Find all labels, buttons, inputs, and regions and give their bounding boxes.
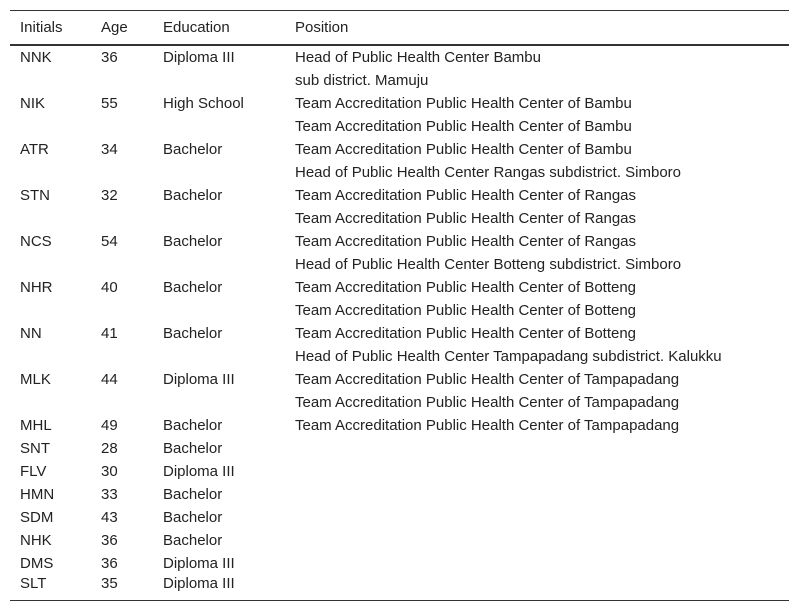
education-cell [153,69,285,92]
position-cell: Team Accreditation Public Health Center of Tampapadang [295,417,680,434]
header-education: Education [163,19,230,36]
initials-cell [10,161,91,184]
table-row [10,184,789,207]
initials-cell [10,391,91,414]
table-row [10,368,789,391]
position-cell: Team Accreditation Public Health Center of Rangas [295,187,637,204]
age-cell: 36 [101,49,118,66]
header-age: Age [101,19,128,36]
age-cell: 43 [101,509,118,526]
position-cell [285,437,789,460]
position-cell: Head of Public Health Center Botteng subdistrict. Simboro [295,256,682,273]
initials-cell: ATR [20,141,49,158]
participants-table [10,10,789,601]
age-cell [91,345,153,368]
age-cell: 32 [101,187,118,204]
table-row [10,437,789,460]
position-cell [285,575,789,601]
age-cell: 30 [101,463,118,480]
education-cell: High School [163,95,244,112]
initials-cell [10,253,91,276]
initials-cell: DMS [20,555,54,572]
education-cell: Bachelor [163,233,223,250]
initials-cell [10,345,91,368]
education-cell: Diploma III [163,555,235,572]
education-cell [153,391,285,414]
initials-cell: MHL [20,417,52,434]
initials-cell: NIK [20,95,46,112]
education-cell: Bachelor [163,187,223,204]
education-cell: Diploma III [163,49,235,66]
age-cell [91,253,153,276]
position-cell [285,483,789,506]
table-row [10,115,789,138]
initials-cell [10,115,91,138]
table-row [10,276,789,299]
age-cell: 34 [101,141,118,158]
age-cell: 35 [101,575,118,592]
table-body [10,45,789,601]
position-cell [285,460,789,483]
education-cell [153,161,285,184]
age-cell: 36 [101,555,118,572]
initials-cell: MLK [20,371,51,388]
position-cell [285,506,789,529]
education-cell: Bachelor [163,417,223,434]
table-row [10,45,789,69]
age-cell [91,391,153,414]
education-cell: Diploma III [163,463,235,480]
initials-cell: NHR [20,279,53,296]
table-row [10,253,789,276]
table-row [10,322,789,345]
table-row [10,506,789,529]
header-initials: Initials [20,19,63,36]
position-cell: Team Accreditation Public Health Center of Tampapadang [295,371,680,388]
position-cell: Team Accreditation Public Health Center of Rangas [295,233,637,250]
initials-cell: SNT [20,440,50,457]
initials-cell: FLV [20,463,47,480]
initials-cell: NCS [20,233,52,250]
education-cell: Bachelor [163,279,223,296]
initials-cell: STN [20,187,50,204]
table-row [10,345,789,368]
age-cell: 40 [101,279,118,296]
position-cell: Team Accreditation Public Health Center of Tampapadang [295,394,680,411]
table-row [10,161,789,184]
age-cell: 44 [101,371,118,388]
position-cell: sub district. Mamuju [295,72,429,89]
table-row [10,552,789,575]
table-row [10,207,789,230]
position-cell [285,529,789,552]
age-cell: 41 [101,325,118,342]
education-cell [153,345,285,368]
age-cell: 49 [101,417,118,434]
initials-cell: SDM [20,509,54,526]
initials-cell: SLT [20,575,47,592]
table-row [10,69,789,92]
age-cell: 55 [101,95,118,112]
initials-cell: HMN [20,486,55,503]
initials-cell: NNK [20,49,52,66]
education-cell [153,207,285,230]
table-row [10,230,789,253]
table-header-row [10,11,789,46]
age-cell: 54 [101,233,118,250]
education-cell: Bachelor [163,509,223,526]
education-cell [153,253,285,276]
table-row [10,529,789,552]
initials-cell [10,69,91,92]
position-cell: Team Accreditation Public Health Center of Bambu [295,118,632,135]
table-row [10,138,789,161]
education-cell: Bachelor [163,325,223,342]
age-cell: 36 [101,532,118,549]
table-row [10,299,789,322]
table-row [10,391,789,414]
age-cell [91,69,153,92]
position-cell [285,552,789,575]
age-cell [91,161,153,184]
table-row [10,414,789,437]
table-row [10,92,789,115]
position-cell: Team Accreditation Public Health Center of Rangas [295,210,637,227]
initials-cell [10,299,91,322]
initials-cell: NHK [20,532,52,549]
position-cell: Head of Public Health Center Rangas subdistrict. Simboro [295,164,682,181]
position-cell: Head of Public Health Center Bambu [295,49,541,66]
participants-table-container [10,10,789,601]
education-cell: Bachelor [163,486,223,503]
education-cell: Bachelor [163,141,223,158]
initials-cell: NN [20,325,42,342]
position-cell: Team Accreditation Public Health Center of Botteng [295,302,637,319]
age-cell: 33 [101,486,118,503]
age-cell [91,115,153,138]
initials-cell [10,207,91,230]
age-cell: 28 [101,440,118,457]
age-cell [91,207,153,230]
position-cell: Team Accreditation Public Health Center of Bambu [295,141,632,158]
age-cell [91,299,153,322]
table-row [10,575,789,601]
education-cell: Diploma III [163,575,235,592]
education-cell: Diploma III [163,371,235,388]
position-cell: Team Accreditation Public Health Center of Botteng [295,279,637,296]
position-cell: Team Accreditation Public Health Center of Botteng [295,325,637,342]
education-cell [153,299,285,322]
position-cell: Team Accreditation Public Health Center of Bambu [295,95,632,112]
header-position: Position [295,19,349,36]
education-cell: Bachelor [163,440,223,457]
table-row [10,483,789,506]
position-cell: Head of Public Health Center Tampapadang subdistrict. Kalukku [295,348,722,365]
table-row [10,460,789,483]
education-cell: Bachelor [163,532,223,549]
education-cell [153,115,285,138]
